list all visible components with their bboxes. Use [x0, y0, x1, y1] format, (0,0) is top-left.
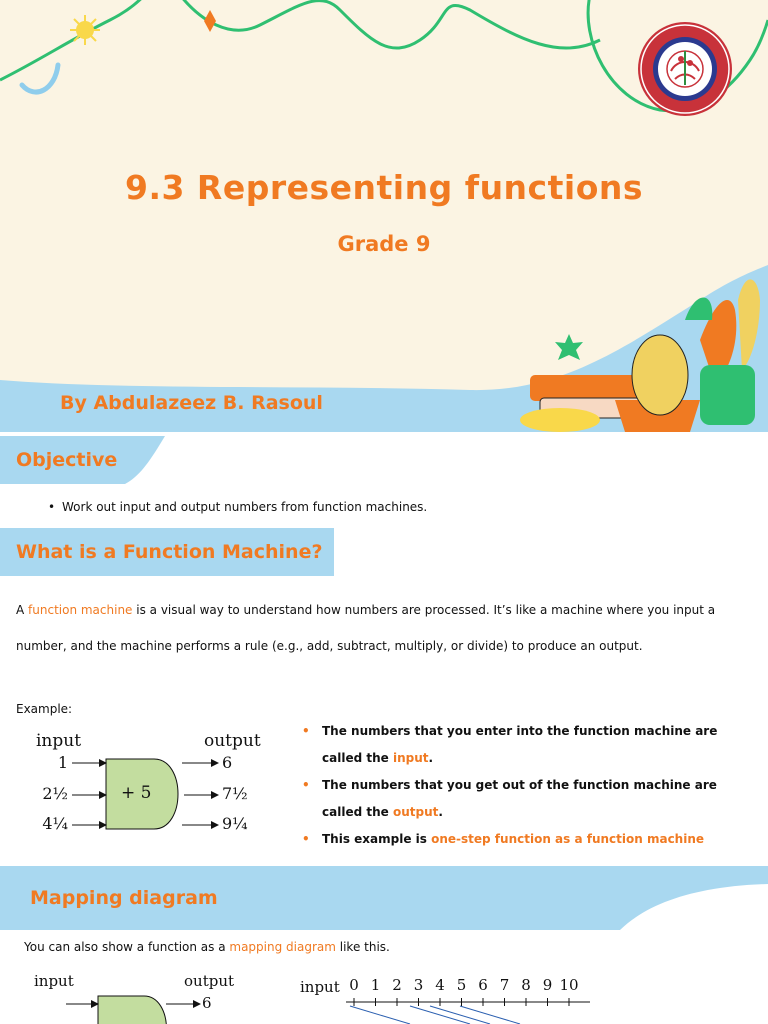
mapping-function-machine — [24, 972, 244, 1024]
numberline-tick-label: 0 — [349, 976, 359, 994]
point-one-step: • This example is one-step function as a function machine — [302, 832, 705, 846]
point-output: • The numbers that you get out of the function machine are called the output. — [302, 778, 717, 819]
machine-rule: + 5 — [121, 783, 152, 803]
numberline-tick-label: 10 — [559, 976, 579, 994]
objective-heading: Objective — [16, 449, 118, 471]
output-value: 6 — [222, 753, 233, 772]
title-slide — [0, 0, 768, 432]
numberline-label: input — [300, 978, 340, 996]
author-name: By Abdulazeez B. Rasoul — [60, 392, 323, 414]
mapping-term: mapping diagram — [229, 940, 336, 954]
school-logo — [637, 21, 733, 117]
output-value: 7½ — [222, 784, 248, 803]
numberline-tick-label: 8 — [521, 976, 531, 994]
mapping-header — [0, 866, 768, 930]
function-machine-term: function machine — [28, 603, 133, 617]
function-machine-paragraph: A function machine is a visual way to understand how numbers are processed. It’s like a machine where you input a number, and the machine performs a rule (e.g., add, subtract, multiply, or divide) to produce an output. — [16, 603, 716, 653]
numberline-tick-label: 2 — [392, 976, 402, 994]
input-label: input — [36, 731, 82, 751]
slide-title: 9.3 Representing functions — [124, 168, 644, 207]
function-machine-points — [300, 718, 730, 853]
objective-bullet: • Work out input and output numbers from function machines. — [48, 500, 428, 514]
numberline-tick-label: 7 — [499, 976, 510, 994]
mapping-text: You can also show a function as a mapping diagram like this. — [24, 940, 390, 954]
mapping-output-label: output — [184, 972, 235, 990]
objective-text: Work out input and output numbers from function machines. — [62, 500, 428, 514]
input-value: 4¼ — [42, 814, 68, 833]
numberline-tick-label: 4 — [435, 976, 445, 994]
example-label: Example: — [16, 702, 73, 716]
output-label: output — [204, 731, 261, 751]
input-value: 1 — [57, 753, 68, 772]
function-machine-heading: What is a Function Machine? — [16, 541, 323, 563]
function-machine-header — [0, 528, 340, 576]
output-value: 9¼ — [222, 814, 248, 833]
point-input: • The numbers that you enter into the function machine are called the input. — [302, 724, 718, 765]
mapping-number-line — [290, 972, 600, 1024]
mapping-output-value: 6 — [202, 994, 212, 1012]
objective-header — [0, 436, 200, 484]
input-value: 2½ — [42, 784, 68, 803]
numberline-tick-label: 6 — [478, 976, 488, 994]
mapping-input-label: input — [34, 972, 74, 990]
numberline-tick-label: 3 — [413, 976, 424, 994]
mapping-heading: Mapping diagram — [30, 887, 218, 909]
function-machine-diagram — [24, 727, 272, 853]
numberline-tick-label: 9 — [542, 976, 553, 994]
numberline-tick-label: 5 — [456, 976, 467, 994]
numberline-tick-label: 1 — [370, 976, 381, 994]
grade-label: Grade 9 — [337, 232, 431, 256]
